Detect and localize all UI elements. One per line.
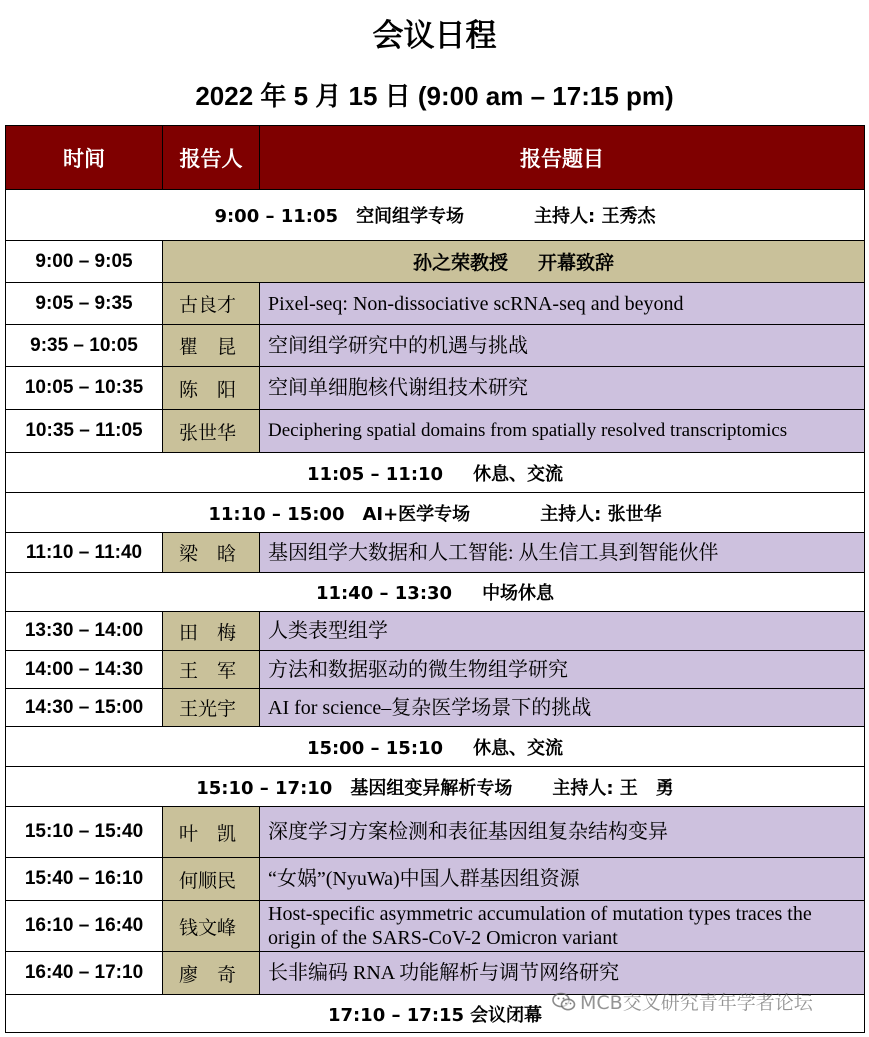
opening-cell [163,241,865,283]
time-cell: 16:40 – 17:10 [6,952,163,995]
break-label: 休息、交流 [473,463,564,485]
time-cell: 10:35 – 11:05 [6,410,163,453]
table-row [6,533,865,573]
topic-cell: 方法和数据驱动的微生物组学研究 [260,651,865,689]
session-name: AI+医学专场 [362,503,471,525]
table-row [6,367,865,410]
session-header [6,767,865,807]
break-label: 中场休息 [482,583,555,604]
topic-cell: “女娲”(NyuWa)中国人群基因组资源 [260,858,865,901]
opening-row [6,241,865,283]
break-time: 15:00 – 15:10 [306,737,444,759]
table-row [6,858,865,901]
column-header-time: 时间 [6,126,163,190]
topic-cell: 人类表型组学 [260,612,865,651]
session-row [6,493,865,533]
session-time: 9:00 – 11:05 [214,206,339,227]
time-cell: 15:10 – 15:40 [6,807,163,858]
time-cell: 14:30 – 15:00 [6,689,163,727]
speaker-cell: 何顺民 [163,858,260,901]
topic-cell: Host-specific asymmetric accumulation of mutation types traces the origin of the SARS-CoV-2 Omicron variant [260,901,865,952]
session-header [6,493,865,533]
topic-cell: 深度学习方案检测和表征基因组复杂结构变异 [260,807,865,858]
speaker-cell: 瞿 昆 [163,325,260,367]
table-row [6,651,865,689]
topic-cell: 基因组学大数据和人工智能: 从生信工具到智能伙伴 [260,533,865,573]
topic-cell: 长非编码 RNA 功能解析与调节网络研究 [260,952,865,995]
opening-person: 孙之荣教授 [412,252,508,274]
break-label: 休息、交流 [473,737,564,759]
topic-cell: 空间组学研究中的机遇与挑战 [260,325,865,367]
page-title: 会议日程 [372,18,497,54]
closing-label: 会议闭幕 [470,1004,543,1026]
time-cell: 9:05 – 9:35 [6,283,163,325]
table-row [6,612,865,651]
topic-cell: Pixel-seq: Non-dissociative scRNA-seq and beyond [260,283,865,325]
header-row [6,126,865,190]
speaker-cell: 廖 奇 [163,952,260,995]
break-time: 11:05 – 11:10 [306,463,444,485]
speaker-cell: 陈 阳 [163,367,260,410]
time-cell: 16:10 – 16:40 [6,901,163,952]
column-header-speaker: 报告人 [163,126,260,190]
table-row [6,325,865,367]
session-row [6,190,865,241]
table-row [6,689,865,727]
table-row [6,807,865,858]
topic-cell: AI for science–复杂医学场景下的挑战 [260,689,865,727]
speaker-cell: 梁 晗 [163,533,260,573]
break-cell [6,453,865,493]
time-cell: 15:40 – 16:10 [6,858,163,901]
break-time: 11:40 – 13:30 [315,583,453,604]
topic-cell: 空间单细胞核代谢组技术研究 [260,367,865,410]
table-row [6,410,865,453]
watermark-text: MCB交叉研究青年学者论坛 [580,992,813,1014]
speaker-cell: 田 梅 [163,612,260,651]
watermark [552,988,813,1015]
break-row [6,573,865,612]
speaker-cell: 王光宇 [163,689,260,727]
break-cell [6,727,865,767]
column-header-topic: 报告题目 [260,126,865,190]
session-host: 主持人: 王 勇 [552,777,674,799]
session-row [6,767,865,807]
opening-title: 开幕致辞 [538,252,615,274]
speaker-cell: 钱文峰 [163,901,260,952]
session-name: 空间组学专场 [356,206,465,227]
session-name: 基因组变异解析专场 [350,777,513,799]
time-cell: 13:30 – 14:00 [6,612,163,651]
session-host: 主持人: 张世华 [540,503,662,525]
session-host: 主持人: 王秀杰 [534,206,656,227]
speaker-cell: 王 军 [163,651,260,689]
table-row [6,901,865,952]
speaker-cell: 叶 凯 [163,807,260,858]
time-cell: 11:10 – 11:40 [6,533,163,573]
session-time: 11:10 – 15:00 [208,503,345,525]
topic-cell: Deciphering spatial domains from spatially resolved transcriptomics [260,410,865,453]
session-header [6,190,865,241]
speaker-cell: 张世华 [163,410,260,453]
session-time: 15:10 – 17:10 [196,777,333,799]
time-cell: 9:00 – 9:05 [6,241,163,283]
speaker-cell: 古良才 [163,283,260,325]
break-row [6,727,865,767]
table-row [6,283,865,325]
closing-time: 17:10 – 17:15 [327,1004,465,1026]
break-cell [6,573,865,612]
wechat-icon [552,992,576,1012]
time-cell: 14:00 – 14:30 [6,651,163,689]
time-cell: 10:05 – 10:35 [6,367,163,410]
date-line: 2022 年 5 月 15 日 (9:00 am – 17:15 pm) [195,81,674,111]
schedule-table [5,125,865,1033]
break-row [6,453,865,493]
time-cell: 9:35 – 10:05 [6,325,163,367]
